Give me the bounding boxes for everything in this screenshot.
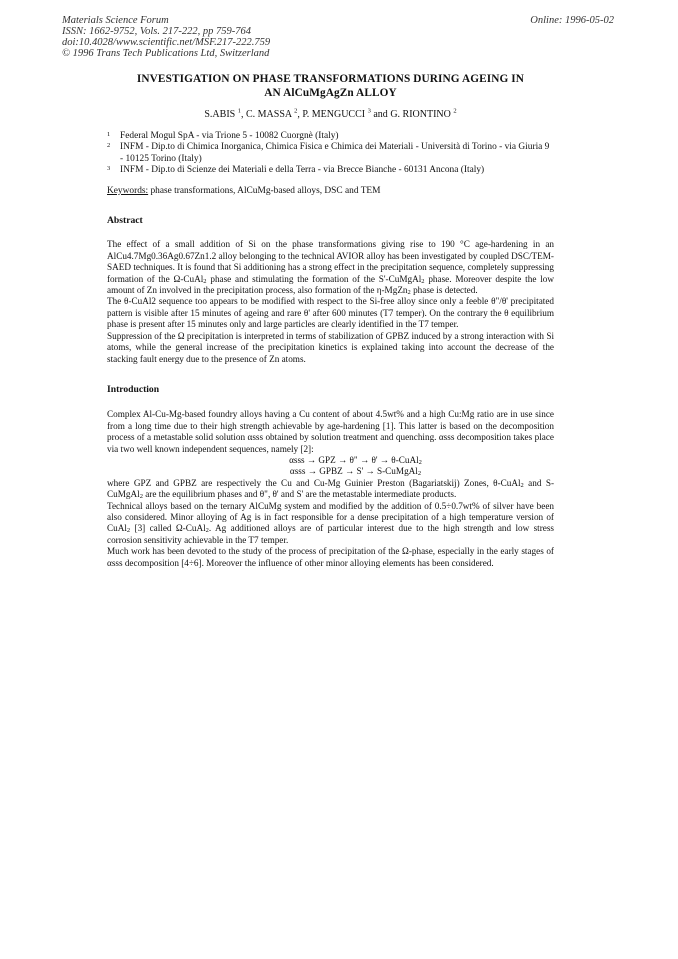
abstract-paragraph: The effect of a small addition of Si on the phase transformations giving rise to 190 °C age-hardening in an AlCu4.7Mg0.36Ag0.67Zn1.2 alloy belonging to the technical AVIOR alloy has been investigated by coupled DSC/TEM-SAED techniques. It is found that Si additioning has a strong effect in the precipitation sequence, completely suppressing formation of the Ω-CuAl$_2$ phase and stimulating the formation of the S'-CuMgAl$_2$ phase. Moreover despite the low amount of Zn involved in the precipitation process, also formation of the η-MgZn$_2$ phase is detected. (107, 239, 554, 297)
doi-link[interactable]: doi:10.4028/www.scientific.net/MSF.217-222.759 (62, 37, 271, 48)
intro-paragraph: Complex Al-Cu-Mg-based foundry alloys having a Cu content of about 4.5wt% and a high Cu:Mg ratio are in use since from a long time due to their high strength achievable by age-hardening [1]. This latter is based on the decomposition process of a metastable solid solution αsss obtained by solution treatment and quenching. αsss decomposition takes place via two well known independent sequences, namely [2]: (107, 409, 554, 454)
online-date (530, 15, 614, 26)
author-name: S.ABIS (204, 109, 236, 120)
introduction-heading: Introduction (107, 383, 160, 395)
paper-title (107, 72, 554, 100)
journal-name: Materials Science Forum (62, 15, 169, 26)
issn-line: ISSN: 1662-9752, Vols. 217-222, pp 759-764 (62, 26, 251, 37)
intro-paragraph: Technical alloys based on the ternary AlCuMg system and modified by the addition of 0.5÷0.7wt% of silver have been also considered. Minor alloying of Ag is in fact responsible for a dense precipitation of a high temperature version of CuAl$_2$ [3] called Ω-CuAl$_2$. Ag additioned alloys are of particular interest due to the high strength and low stress corrosion sensitivity achievable in the T7 temper. (107, 500, 554, 545)
author-list: S.ABIS $^1$, C. MASSA $^2$, P. MENGUCCI $^3$ and G. RIONTINO $^2$ (204, 107, 457, 120)
author-name: C. MASSA (245, 109, 292, 120)
abstract-text (107, 239, 554, 364)
introduction-text (107, 409, 554, 569)
intro-paragraph: Much work has been devoted to the study of the process of precipitation of the Ω-phase, especially in the early stages of αsss decomposition [4÷6]. Moreover the influence of other minor alloying elements has been considered. (107, 546, 554, 568)
affiliation-item: 2 INFM - Dip.to di Chimica Inorganica, Chimica Fisica e Chimica dei Materiali - Università di Torino - via Giuria 9 - 10125 Torino (Italy) (107, 142, 550, 164)
affiliation-mark: 2 (294, 107, 298, 115)
title-line-1: INVESTIGATION ON PHASE TRANSFORMATIONS DURING AGEING IN (136, 73, 525, 85)
abstract-heading: Abstract (107, 215, 143, 227)
affiliation-item: 1 Federal Mogul SpA - via Trione 5 - 10082 Cuorgnè (Italy) (107, 131, 339, 141)
equation-sequence-1: αsss → GPZ → θ" → θ' → θ-CuAl$_2$ (289, 454, 422, 466)
abstract-paragraph: The θ-CuAl2 sequence too appears to be modified with respect to the Si-free alloy since only a feeble θ"/θ' precipitated pattern is visible after 15 minutes of ageing and rare θ' after 600 minutes (T7 temper). On the contrary the θ equilibrium phase is present after 15 minutes only and large particles are clearly identified in the T7 temper. (107, 296, 554, 330)
journal-header (62, 15, 270, 59)
paper-body (107, 72, 554, 569)
online-date-text: Online: 1996-05-02 (530, 15, 614, 26)
author-name: G. RIONTINO (390, 109, 451, 120)
keywords-text: phase transformations, AlCuMg-based alloys, DSC and TEM (150, 185, 381, 196)
intro-paragraph: where GPZ and GPBZ are respectively the Cu and Cu-Mg Guinier Preston (Bagariatskij) Zones, θ-CuAl$_2$ and S-CuMgAl$_2$ are the equilibrium phases and θ", θ' and S' are the metastable intermediate products. (107, 477, 554, 501)
affiliation-mark: 3 (367, 107, 371, 115)
author-name: P. MENGUCCI (302, 109, 366, 120)
keywords-label: Keywords: (107, 185, 149, 196)
equation-sequence-2: αsss → GPBZ → S' → S-CuMgAl$_2$ (289, 466, 422, 478)
affiliation-item: 3 INFM - Dip.to di Scienze dei Materiali e della Terra - via Brecce Bianche - 60131 Ancona (Italy) (107, 165, 485, 176)
abstract-paragraph: Suppression of the Ω precipitation is interpreted in terms of stabilization of GPBZ induced by a strong interaction with Si atoms, while the general increase of the precipitation kinetics is explained taking into account the decrease of the stacking fault energy due to the presence of Zn atoms. (107, 330, 554, 364)
keywords (107, 186, 554, 197)
title-line-2: AN AlCuMgAgZn ALLOY (264, 87, 397, 99)
affiliation-mark: 2 (453, 107, 457, 115)
affiliation-list (107, 131, 554, 177)
copyright-line: © 1996 Trans Tech Publications Ltd, Switzerland (62, 48, 270, 59)
affiliation-mark: 1 (237, 107, 241, 115)
